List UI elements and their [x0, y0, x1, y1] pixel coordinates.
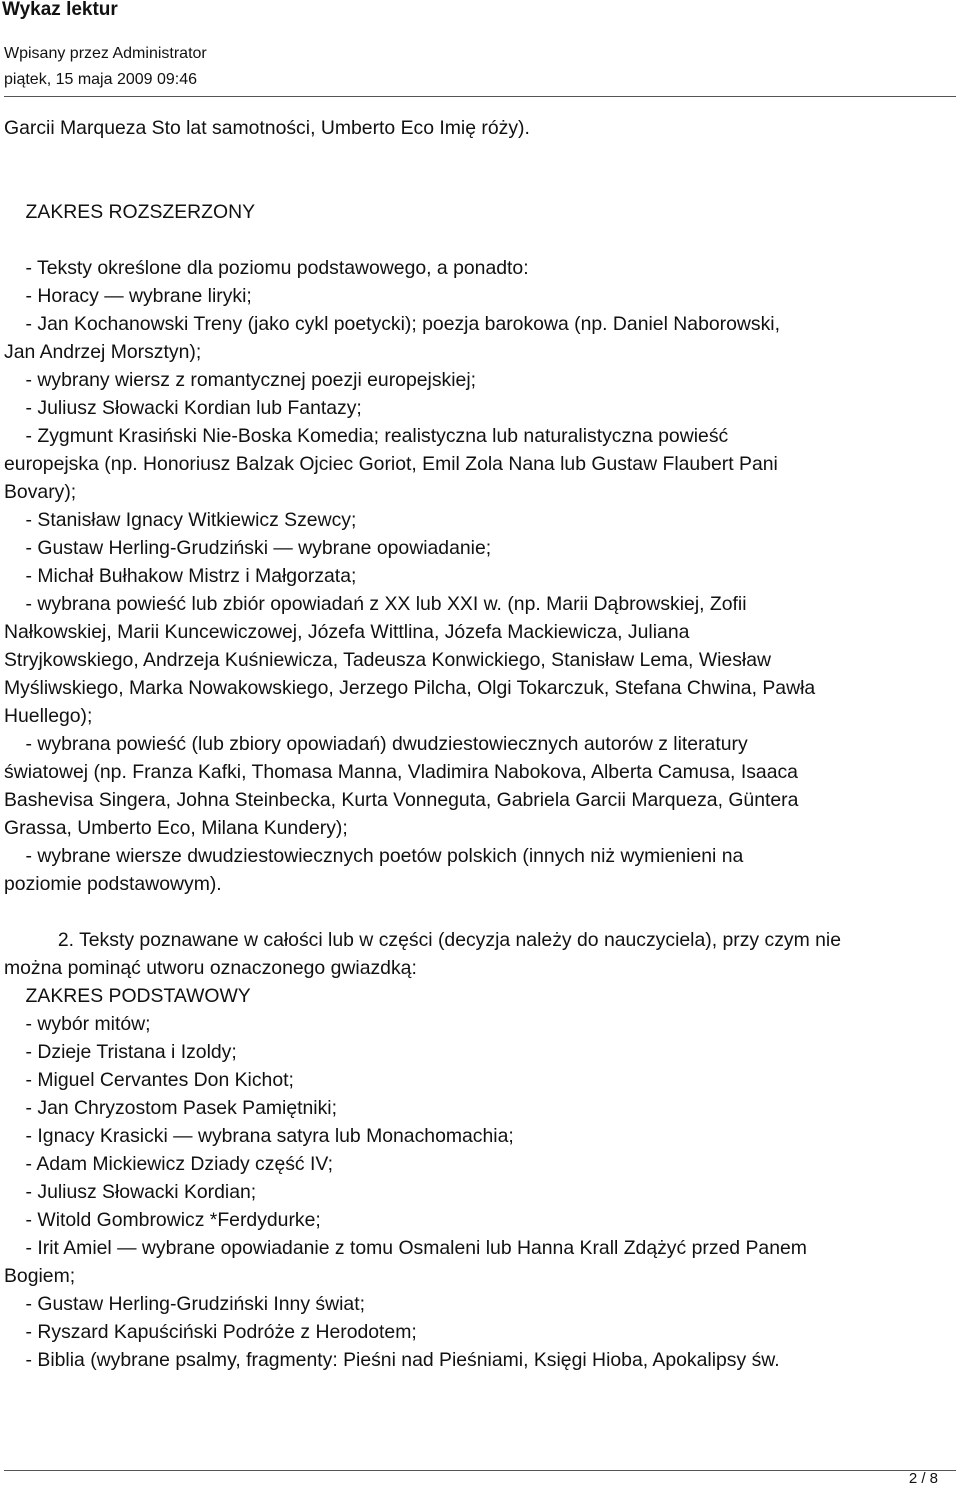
document-body — [4, 114, 956, 1374]
text-line: - Ryszard Kapuściński Podróże z Herodotem; — [4, 1321, 417, 1343]
document-title: Wykaz lektur — [2, 0, 118, 20]
text-line: - Gustaw Herling-Grudziński — wybrane opowiadanie; — [4, 537, 492, 559]
text-line: Garcii Marqueza Sto lat samotności, Umberto Eco Imię róży). — [4, 117, 530, 139]
text-line: - Stanisław Ignacy Witkiewicz Szewcy; — [4, 509, 357, 531]
text-line: - wybrane wiersze dwudziestowiecznych poetów polskich (innych niż wymienieni na — [4, 845, 744, 867]
text-line: - Michał Bułhakow Mistrz i Małgorzata; — [4, 565, 357, 587]
text-line: - Biblia (wybrane psalmy, fragmenty: Pieśni nad Pieśniami, Księgi Hioba, Apokalipsy św. — [4, 1349, 780, 1371]
text-line: - Jan Chryzostom Pasek Pamiętniki; — [4, 1097, 337, 1119]
text-line: Grassa, Umberto Eco, Milana Kundery); — [4, 817, 348, 839]
text-line: Stryjkowskiego, Andrzeja Kuśniewicza, Tadeusza Konwickiego, Stanisław Lema, Wiesław — [4, 649, 772, 671]
text-line: Nałkowskiej, Marii Kuncewiczowej, Józefa Wittlina, Józefa Mackiewicza, Juliana — [4, 621, 690, 643]
text-line: - Gustaw Herling-Grudziński Inny świat; — [4, 1293, 365, 1315]
text-line — [4, 170, 956, 198]
text-line — [4, 142, 956, 170]
text-line: Jan Andrzej Morsztyn); — [4, 341, 202, 363]
text-line: ZAKRES ROZSZERZONY — [4, 201, 256, 223]
text-line — [4, 898, 956, 926]
text-line: światowej (np. Franza Kafki, Thomasa Manna, Vladimira Nabokova, Alberta Camusa, Isaaca — [4, 761, 798, 783]
text-line: - wybrana powieść lub zbiór opowiadań z XX lub XXI w. (np. Marii Dąbrowskiej, Zofii — [4, 593, 747, 615]
date-line: piątek, 15 maja 2009 09:46 — [4, 71, 198, 88]
footer-divider — [4, 1470, 956, 1471]
text-line: - wybór mitów; — [4, 1013, 151, 1035]
text-line: poziomie podstawowym). — [4, 873, 222, 895]
text-line: Bashevisa Singera, Johna Steinbecka, Kurta Vonneguta, Gabriela Garcii Marqueza, Güntera — [4, 789, 799, 811]
text-line: - Horacy — wybrane liryki; — [4, 285, 252, 307]
text-line: Myśliwskiego, Marka Nowakowskiego, Jerzego Pilcha, Olgi Tokarczuk, Stefana Chwina, Pawła — [4, 677, 816, 699]
author-line: Wpisany przez Administrator — [4, 45, 207, 62]
text-line: 2. Teksty poznawane w całości lub w części (decyzja należy do nauczyciela), przy czym nie — [4, 929, 842, 951]
text-line: - Zygmunt Krasiński Nie-Boska Komedia; realistyczna lub naturalistyczna powieść — [4, 425, 729, 447]
text-line: można pominąć utworu oznaczonego gwiazdką: — [4, 957, 417, 979]
text-line: - Witold Gombrowicz *Ferdydurke; — [4, 1209, 321, 1231]
text-line: ZAKRES PODSTAWOWY — [4, 985, 251, 1007]
text-line: - Juliusz Słowacki Kordian; — [4, 1181, 257, 1203]
text-line: europejska (np. Honoriusz Balzak Ojciec Goriot, Emil Zola Nana lub Gustaw Flaubert Pani — [4, 453, 778, 475]
text-line: - wybrany wiersz z romantycznej poezji europejskiej; — [4, 369, 477, 391]
text-line — [4, 226, 956, 254]
text-line: - Teksty określone dla poziomu podstawowego, a ponadto: — [4, 257, 529, 279]
text-line: Huellego); — [4, 705, 93, 727]
text-line: - Irit Amiel — wybrane opowiadanie z tomu Osmaleni lub Hanna Krall Zdążyć przed Panem — [4, 1237, 807, 1259]
text-line: - Jan Kochanowski Treny (jako cykl poetycki); poezja barokowa (np. Daniel Naborowski, — [4, 313, 780, 335]
text-line: - Juliusz Słowacki Kordian lub Fantazy; — [4, 397, 362, 419]
text-line: Bogiem; — [4, 1265, 76, 1287]
header-divider — [4, 96, 956, 97]
page-number: 2 / 8 — [908, 1470, 938, 1487]
text-line: - Adam Mickiewicz Dziady część IV; — [4, 1153, 333, 1175]
text-line: - wybrana powieść (lub zbiory opowiadań) dwudziestowiecznych autorów z literatury — [4, 733, 748, 755]
text-line: Bovary); — [4, 481, 77, 503]
text-line: - Dzieje Tristana i Izoldy; — [4, 1041, 237, 1063]
text-line: - Miguel Cervantes Don Kichot; — [4, 1069, 294, 1091]
text-line: - Ignacy Krasicki — wybrana satyra lub Monachomachia; — [4, 1125, 514, 1147]
